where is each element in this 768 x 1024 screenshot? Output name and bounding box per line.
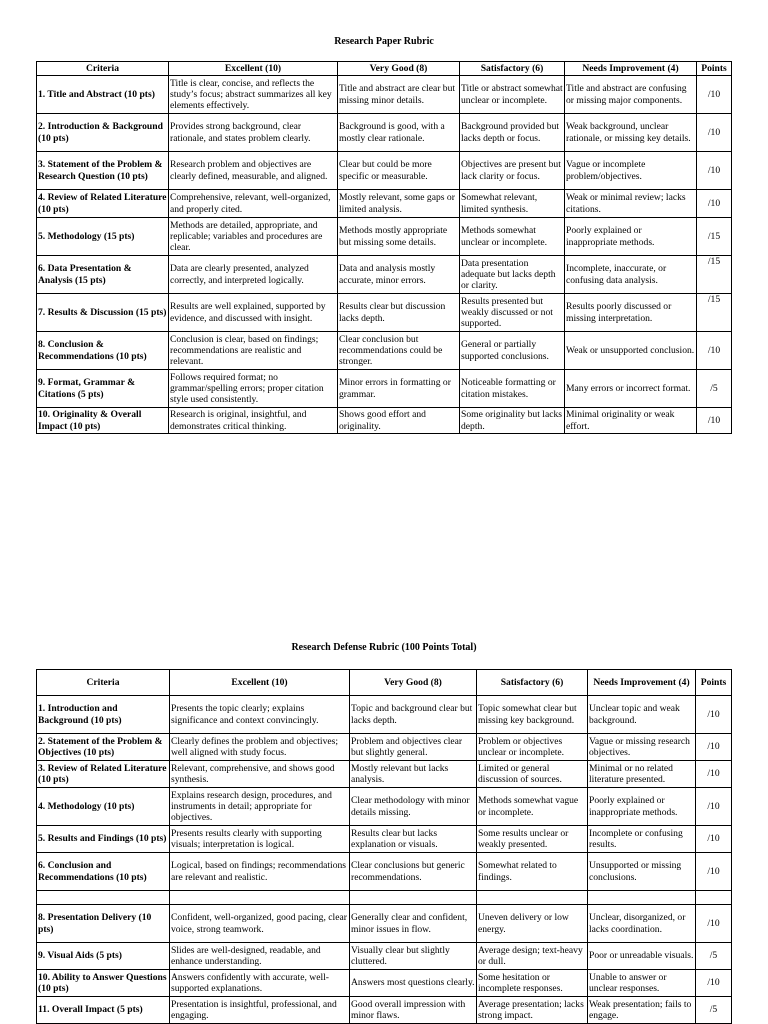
very-good-cell: Visually clear but slightly cluttered.: [350, 943, 477, 970]
points-cell: /10: [697, 332, 732, 370]
header-excellent: Excellent (10): [170, 670, 350, 696]
needs-improvement-cell: Incomplete, inaccurate, or confusing data analysis.: [565, 256, 697, 294]
satisfactory-cell: Results presented but weakly discussed or not supported.: [460, 294, 565, 332]
very-good-cell: Mostly relevant but lacks analysis.: [350, 761, 477, 788]
header-satisfactory: Satisfactory (6): [477, 670, 588, 696]
needs-improvement-cell: Poor or unreadable visuals.: [588, 943, 696, 970]
points-cell: /10: [696, 734, 732, 761]
needs-improvement-cell: Poorly explained or inappropriate methods.: [588, 788, 696, 826]
excellent-cell: Presents the topic clearly; explains significance and context convincingly.: [170, 696, 350, 734]
points-cell: /10: [696, 696, 732, 734]
table-row: [37, 997, 732, 1024]
points-cell: /5: [696, 997, 732, 1024]
excellent-cell: Research problem and objectives are clearly defined, measurable, and aligned.: [169, 152, 338, 190]
very-good-cell: Answers most questions clearly.: [350, 970, 477, 997]
table-row: [37, 696, 732, 734]
header-needs-improvement: Needs Improvement (4): [565, 62, 697, 76]
points-cell: /10: [697, 152, 732, 190]
very-good-cell: Good overall impression with minor flaws.: [350, 997, 477, 1024]
criteria-cell: 9. Visual Aids (5 pts): [37, 943, 170, 970]
very-good-cell: Minor errors in formatting or grammar.: [338, 370, 460, 408]
table-row: [37, 152, 732, 190]
needs-improvement-cell: Title and abstract are confusing or missing major components.: [565, 76, 697, 114]
very-good-cell: Data and analysis mostly accurate, minor errors.: [338, 256, 460, 294]
table-row: [37, 76, 732, 114]
table-row: [37, 970, 732, 997]
criteria-cell: 10. Ability to Answer Questions (10 pts): [37, 970, 170, 997]
satisfactory-cell: Average presentation; lacks strong impact.: [477, 997, 588, 1024]
table-row: [37, 256, 732, 294]
excellent-cell: Data are clearly presented, analyzed correctly, and interpreted logically.: [169, 256, 338, 294]
excellent-cell: Methods are detailed, appropriate, and replicable; variables and procedures are clear.: [169, 218, 338, 256]
points-cell: /10: [696, 905, 732, 943]
points-cell: /10: [696, 970, 732, 997]
points-cell: /10: [697, 76, 732, 114]
table-row: [37, 332, 732, 370]
table-row: [37, 853, 732, 891]
points-cell: /10: [696, 761, 732, 788]
very-good-cell: Problem and objectives clear but slightly general.: [350, 734, 477, 761]
header-criteria: Criteria: [37, 670, 170, 696]
criteria-cell: 2. Statement of the Problem & Objectives (10 pts): [37, 734, 170, 761]
needs-improvement-cell: Unable to answer or unclear responses.: [588, 970, 696, 997]
needs-improvement-cell: Unclear, disorganized, or lacks coordination.: [588, 905, 696, 943]
excellent-cell: [170, 891, 350, 905]
criteria-cell: 3. Review of Related Literature (10 pts): [37, 761, 170, 788]
satisfactory-cell: Title or abstract somewhat unclear or incomplete.: [460, 76, 565, 114]
criteria-cell: 1. Title and Abstract (10 pts): [37, 76, 169, 114]
satisfactory-cell: Topic somewhat clear but missing key background.: [477, 696, 588, 734]
excellent-cell: Provides strong background, clear rationale, and states problem clearly.: [169, 114, 338, 152]
criteria-cell: 11. Overall Impact (5 pts): [37, 997, 170, 1024]
very-good-cell: Topic and background clear but lacks depth.: [350, 696, 477, 734]
header-row: [37, 62, 732, 76]
satisfactory-cell: Some originality but lacks depth.: [460, 408, 565, 434]
excellent-cell: Title is clear, concise, and reflects the study’s focus; abstract summarizes all key elements effectively.: [169, 76, 338, 114]
criteria-cell: 4. Methodology (10 pts): [37, 788, 170, 826]
very-good-cell: Clear methodology with minor details missing.: [350, 788, 477, 826]
points-cell: /15: [697, 256, 732, 294]
criteria-cell: 1. Introduction and Background (10 pts): [37, 696, 170, 734]
criteria-cell: 2. Introduction & Background (10 pts): [37, 114, 169, 152]
very-good-cell: Background is good, with a mostly clear rationale.: [338, 114, 460, 152]
needs-improvement-cell: Many errors or incorrect format.: [565, 370, 697, 408]
needs-improvement-cell: Weak or unsupported conclusion.: [565, 332, 697, 370]
header-very-good: Very Good (8): [350, 670, 477, 696]
excellent-cell: Presents results clearly with supporting visuals; interpretation is logical.: [170, 826, 350, 853]
criteria-cell: 9. Format, Grammar & Citations (5 pts): [37, 370, 169, 408]
table-row: [37, 114, 732, 152]
satisfactory-cell: Background provided but lacks depth or focus.: [460, 114, 565, 152]
satisfactory-cell: Some hesitation or incomplete responses.: [477, 970, 588, 997]
criteria-cell: 8. Presentation Delivery (10 pts): [37, 905, 170, 943]
criteria-cell: 8. Conclusion & Recommendations (10 pts): [37, 332, 169, 370]
header-needs-improvement: Needs Improvement (4): [588, 670, 696, 696]
criteria-cell: 10. Originality & Overall Impact (10 pts): [37, 408, 169, 434]
table-row: [37, 294, 732, 332]
needs-improvement-cell: [588, 891, 696, 905]
header-very-good: Very Good (8): [338, 62, 460, 76]
needs-improvement-cell: Weak background, unclear rationale, or missing key details.: [565, 114, 697, 152]
points-cell: [696, 891, 732, 905]
excellent-cell: Relevant, comprehensive, and shows good synthesis.: [170, 761, 350, 788]
very-good-cell: [350, 891, 477, 905]
very-good-cell: Generally clear and confident, minor issues in flow.: [350, 905, 477, 943]
needs-improvement-cell: Minimal or no related literature presented.: [588, 761, 696, 788]
table-row: [37, 370, 732, 408]
needs-improvement-cell: Results poorly discussed or missing interpretation.: [565, 294, 697, 332]
table-row: [37, 761, 732, 788]
satisfactory-cell: Limited or general discussion of sources.: [477, 761, 588, 788]
points-cell: /10: [697, 114, 732, 152]
satisfactory-cell: Data presentation adequate but lacks depth or clarity.: [460, 256, 565, 294]
excellent-cell: Follows required format; no grammar/spelling errors; proper citation style used consistently.: [169, 370, 338, 408]
satisfactory-cell: Methods somewhat vague or incomplete.: [477, 788, 588, 826]
excellent-cell: Research is original, insightful, and demonstrates critical thinking.: [169, 408, 338, 434]
very-good-cell: Results clear but lacks explanation or visuals.: [350, 826, 477, 853]
excellent-cell: Explains research design, procedures, and instruments in detail; appropriate for objectives.: [170, 788, 350, 826]
research-defense-rubric-table: [36, 669, 732, 1024]
table-row: [37, 218, 732, 256]
criteria-cell: 5. Methodology (15 pts): [37, 218, 169, 256]
excellent-cell: Logical, based on findings; recommendations are relevant and realistic.: [170, 853, 350, 891]
points-cell: /15: [697, 218, 732, 256]
very-good-cell: Clear but could be more specific or measurable.: [338, 152, 460, 190]
excellent-cell: Answers confidently with accurate, well-supported explanations.: [170, 970, 350, 997]
very-good-cell: Title and abstract are clear but missing minor details.: [338, 76, 460, 114]
satisfactory-cell: Some results unclear or weakly presented.: [477, 826, 588, 853]
table-row: [37, 190, 732, 218]
satisfactory-cell: Somewhat related to findings.: [477, 853, 588, 891]
points-cell: /10: [696, 826, 732, 853]
criteria-cell: 5. Results and Findings (10 pts): [37, 826, 170, 853]
table-row: [37, 905, 732, 943]
header-points: Points: [697, 62, 732, 76]
excellent-cell: Slides are well-designed, readable, and enhance understanding.: [170, 943, 350, 970]
very-good-cell: Shows good effort and originality.: [338, 408, 460, 434]
header-excellent: Excellent (10): [169, 62, 338, 76]
table-row: [37, 943, 732, 970]
excellent-cell: Results are well explained, supported by evidence, and discussed with insight.: [169, 294, 338, 332]
satisfactory-cell: Methods somewhat unclear or incomplete.: [460, 218, 565, 256]
satisfactory-cell: Uneven delivery or low energy.: [477, 905, 588, 943]
criteria-cell: [37, 891, 170, 905]
satisfactory-cell: Problem or objectives unclear or incomplete.: [477, 734, 588, 761]
satisfactory-cell: Somewhat relevant, limited synthesis.: [460, 190, 565, 218]
excellent-cell: Clearly defines the problem and objectives; well aligned with study focus.: [170, 734, 350, 761]
points-cell: /15: [697, 294, 732, 332]
needs-improvement-cell: Minimal originality or weak effort.: [565, 408, 697, 434]
very-good-cell: Clear conclusion but recommendations could be stronger.: [338, 332, 460, 370]
criteria-cell: 4. Review of Related Literature (10 pts): [37, 190, 169, 218]
points-cell: /5: [696, 943, 732, 970]
very-good-cell: Results clear but discussion lacks depth.: [338, 294, 460, 332]
criteria-cell: 6. Data Presentation & Analysis (15 pts): [37, 256, 169, 294]
very-good-cell: Methods mostly appropriate but missing some details.: [338, 218, 460, 256]
criteria-cell: 7. Results & Discussion (15 pts): [37, 294, 169, 332]
points-cell: /10: [696, 853, 732, 891]
needs-improvement-cell: Vague or missing research objectives.: [588, 734, 696, 761]
rubric2-title: Research Defense Rubric (100 Points Total): [291, 642, 477, 653]
header-points: Points: [696, 670, 732, 696]
satisfactory-cell: Noticeable formatting or citation mistakes.: [460, 370, 565, 408]
excellent-cell: Presentation is insightful, professional, and engaging.: [170, 997, 350, 1024]
needs-improvement-cell: Unsupported or missing conclusions.: [588, 853, 696, 891]
needs-improvement-cell: Vague or incomplete problem/objectives.: [565, 152, 697, 190]
criteria-cell: 6. Conclusion and Recommendations (10 pts): [37, 853, 170, 891]
needs-improvement-cell: Weak or minimal review; lacks citations.: [565, 190, 697, 218]
points-cell: /10: [696, 788, 732, 826]
excellent-cell: Comprehensive, relevant, well-organized, and properly cited.: [169, 190, 338, 218]
points-cell: /10: [697, 190, 732, 218]
needs-improvement-cell: Unclear topic and weak background.: [588, 696, 696, 734]
points-cell: /10: [697, 408, 732, 434]
satisfactory-cell: General or partially supported conclusions.: [460, 332, 565, 370]
needs-improvement-cell: Weak presentation; fails to engage.: [588, 997, 696, 1024]
needs-improvement-cell: Poorly explained or inappropriate methods.: [565, 218, 697, 256]
research-paper-rubric-table: [36, 61, 732, 434]
table-row: [37, 734, 732, 761]
very-good-cell: Clear conclusions but generic recommendations.: [350, 853, 477, 891]
rubric1-title: Research Paper Rubric: [334, 36, 434, 47]
table-row-empty: [37, 891, 732, 905]
points-cell: /5: [697, 370, 732, 408]
excellent-cell: Confident, well-organized, good pacing, clear voice, strong teamwork.: [170, 905, 350, 943]
satisfactory-cell: Objectives are present but lack clarity or focus.: [460, 152, 565, 190]
table-row: [37, 826, 732, 853]
header-criteria: Criteria: [37, 62, 169, 76]
criteria-cell: 3. Statement of the Problem & Research Question (10 pts): [37, 152, 169, 190]
satisfactory-cell: [477, 891, 588, 905]
table-row: [37, 788, 732, 826]
header-satisfactory: Satisfactory (6): [460, 62, 565, 76]
needs-improvement-cell: Incomplete or confusing results.: [588, 826, 696, 853]
header-row: [37, 670, 732, 696]
excellent-cell: Conclusion is clear, based on findings; recommendations are realistic and relevant.: [169, 332, 338, 370]
very-good-cell: Mostly relevant, some gaps or limited analysis.: [338, 190, 460, 218]
satisfactory-cell: Average design; text-heavy or dull.: [477, 943, 588, 970]
table-row: [37, 408, 732, 434]
